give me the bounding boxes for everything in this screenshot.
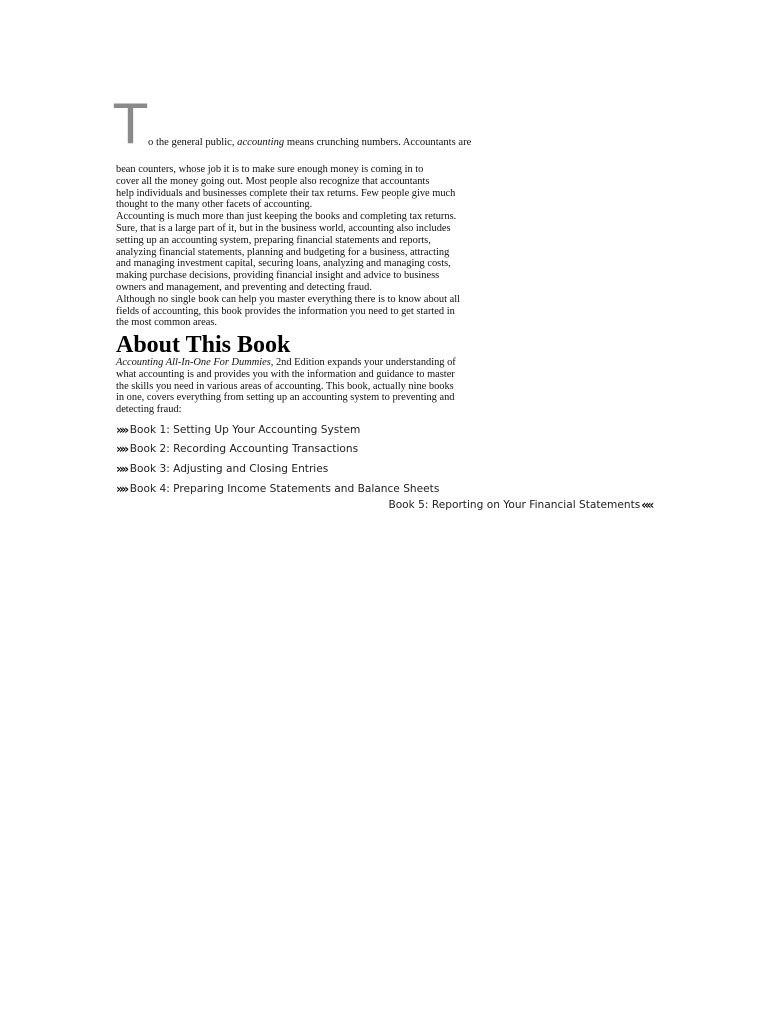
intro-paragraphs [116,164,488,329]
paragraph-line: making purchase decisions, providing financial insight and advice to business [116,270,440,282]
paragraph-line: what accounting is and provides you with the information and guidance to master [116,368,455,380]
paragraph-line: Accounting All-In-One For Dummies, 2nd Edition expands your understanding of [116,357,456,368]
paragraph-line: Accounting is much more than just keeping the books and completing tax returns. [116,211,457,223]
list-item-label: Book 2: Recording Accounting Transactions [129,443,359,456]
list-item [116,440,439,460]
drop-cap-letter: T [114,93,147,156]
paragraph-line: cover all the money going out. Most people also recognize that accountants [116,175,430,187]
double-chevron-right-icon: »» [116,481,127,496]
paragraph-line: bean counters, whose job it is to make sure enough money is coming in to [116,164,424,175]
list-item [116,420,439,440]
list-item-right-aligned [388,498,652,512]
section-heading: About This Book [116,332,291,358]
paragraph-line: and managing investment capital, securing loans, analyzing and managing costs, [116,258,451,270]
intro-first-line [114,93,514,156]
paragraph-line: help individuals and businesses complete their tax returns. Few people give much [116,187,456,199]
paragraph-line: setting up an accounting system, preparing financial statements and reports, [116,234,431,246]
book-title-emphasis: Accounting All-In-One For Dummies, [116,357,274,368]
paragraph-line: Sure, that is a large part of it, but in the business world, accounting also includes [116,222,451,234]
list-item [116,459,439,479]
paragraph-line: detecting fraud: [116,404,182,416]
about-paragraph [116,357,488,416]
paragraph-line: Although no single book can help you master everything there is to know about all [116,293,460,305]
double-chevron-right-icon: »» [116,442,127,457]
paragraph-line: in one, covers everything from setting up an accounting system to preventing and [116,392,455,404]
accounting-emphasis: accounting [237,137,285,148]
list-item-label: Book 5: Reporting on Your Financial Statements [388,499,641,511]
double-chevron-right-icon: »» [116,461,127,476]
paragraph-line: analyzing financial statements, planning and budgeting for a business, attracting [116,246,450,258]
list-item [116,479,439,499]
book-list [116,420,439,498]
double-chevron-right-icon: »» [116,422,127,437]
list-item-label: Book 3: Adjusting and Closing Entries [129,462,329,475]
double-chevron-left-icon: «« [641,498,652,512]
intro-first-line-text: o the general public, accounting means crunching numbers. Accountants are [148,137,472,148]
paragraph-line: the most common areas. [116,317,217,329]
list-item-label: Book 1: Setting Up Your Accounting System [129,423,361,436]
paragraph-line: thought to the many other facets of accounting. [116,199,313,211]
paragraph-line: owners and management, and preventing and detecting fraud. [116,281,372,293]
list-item-label: Book 4: Preparing Income Statements and Balance Sheets [129,482,440,495]
paragraph-line: the skills you need in various areas of accounting. This book, actually nine books [116,380,454,392]
paragraph-line: fields of accounting, this book provides the information you need to get started in [116,305,455,317]
